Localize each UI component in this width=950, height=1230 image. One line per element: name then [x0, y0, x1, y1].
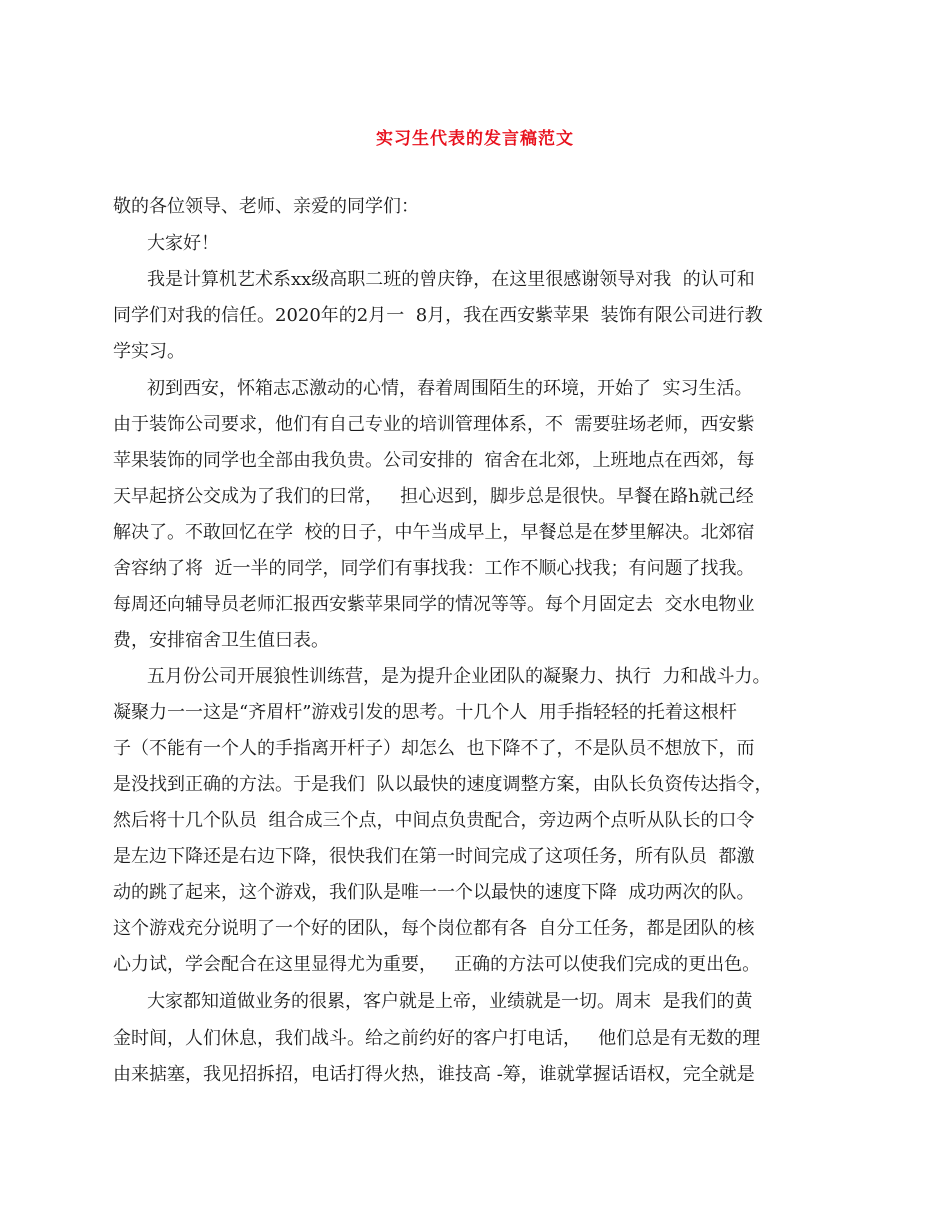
text-line: 大家都知道做业务的很累，客户就是上帝，业绩就是一切。周末 是我们的黄 [147, 991, 753, 1012]
text-line: 学实习。 [113, 341, 185, 362]
text-line: 舍容纳了将 近一半的同学，同学们有事找我：工作不顺心找我；有问题了找我。 [113, 558, 755, 579]
text-line: 大家好！ [147, 233, 219, 254]
text-line: 初到西安，怀箱志忑激动的心情，舂着周围陌生的环境，开始了 实习生活。 [147, 378, 753, 399]
text-line: 金时间，人们休息，我们战斗。给之前约好的客户打电话， 他们总是有无数的理 [113, 1028, 761, 1049]
text-line: 每周还向辅导员老师汇报西安紫苹果同学的情况等等。每个月固定去 交水电物业 [113, 594, 755, 615]
document-title: 实习生代表的发言稿范文 [376, 129, 574, 149]
text-line: 是没找到正确的方法。于是我们 队以最快的速度调整方案，由队长负资传达指令， [113, 774, 773, 795]
text-line: 解决了。不敢回忆在学 校的日子，中午当成早上，早餐总是在梦里解决。北郊宿 [113, 522, 755, 543]
text-line: 敬的各位领导、老师、亲爱的同学们： [113, 196, 419, 217]
text-line: 五月份公司开展狼性训练营，是为提升企业团队的凝聚力、执行 力和战斗力。 [147, 666, 771, 687]
text-line: 然后将十几个队员 组合成三个点，中间点负贵配合，旁边两个点听从队长的口令 [113, 810, 755, 831]
text-line: 是左边下降还是右边下降，很快我们在第一时间完成了这项任务，所有队员 都激 [113, 846, 755, 867]
text-line: 天早起挤公交成为了我们的曰常， 担心迟到，脚步总是很快。早餐在路h就己经 [113, 486, 754, 507]
text-line: 费，安排宿舍卫生值曰表。 [113, 630, 329, 651]
text-line: 我是计算机艺术系xx级高职二班的曾庆铮，在这里很感谢领导对我 的认可和 [147, 269, 755, 290]
text-line: 子（不能有一个人的手指离开杆子）却怎么 也下降不了，不是队员不想放下，而 [113, 738, 755, 759]
text-line: 同学们对我的信任。2020年的2月一 8月，我在西安紫苹果 装饰有限公司进行教 [113, 305, 763, 326]
text-line: 动的跳了起来，这个游戏，我们队是唯一一个以最快的速度下降 成功两次的队。 [113, 882, 755, 903]
text-line: 凝聚力一一这是“齐眉杆”游戏引发的思考。十几个人 用手指轻轻的托着这根杆 [113, 702, 737, 723]
text-line: 苹果装饰的同学也全部由我负贵。公司安排的 宿舍在北郊，上班地点在西郊，每 [113, 450, 755, 471]
text-line: 心力试，学会配合在这里显得尤为重要， 正确的方法可以使我们完成的更出色。 [113, 954, 761, 975]
text-line: 这个游戏充分说明了一个好的团队，每个岗位都有各 自分工任务，都是团队的核 [113, 918, 755, 939]
text-line: 由于装饰公司要求，他们有自己专业的培训管理体系，不 需要驻场老师，西安紫 [113, 414, 755, 435]
text-line: 由来掂塞，我见招拆招，电话打得火热，谁技高 -筹，谁就掌握话语权，完全就是 [113, 1064, 755, 1085]
